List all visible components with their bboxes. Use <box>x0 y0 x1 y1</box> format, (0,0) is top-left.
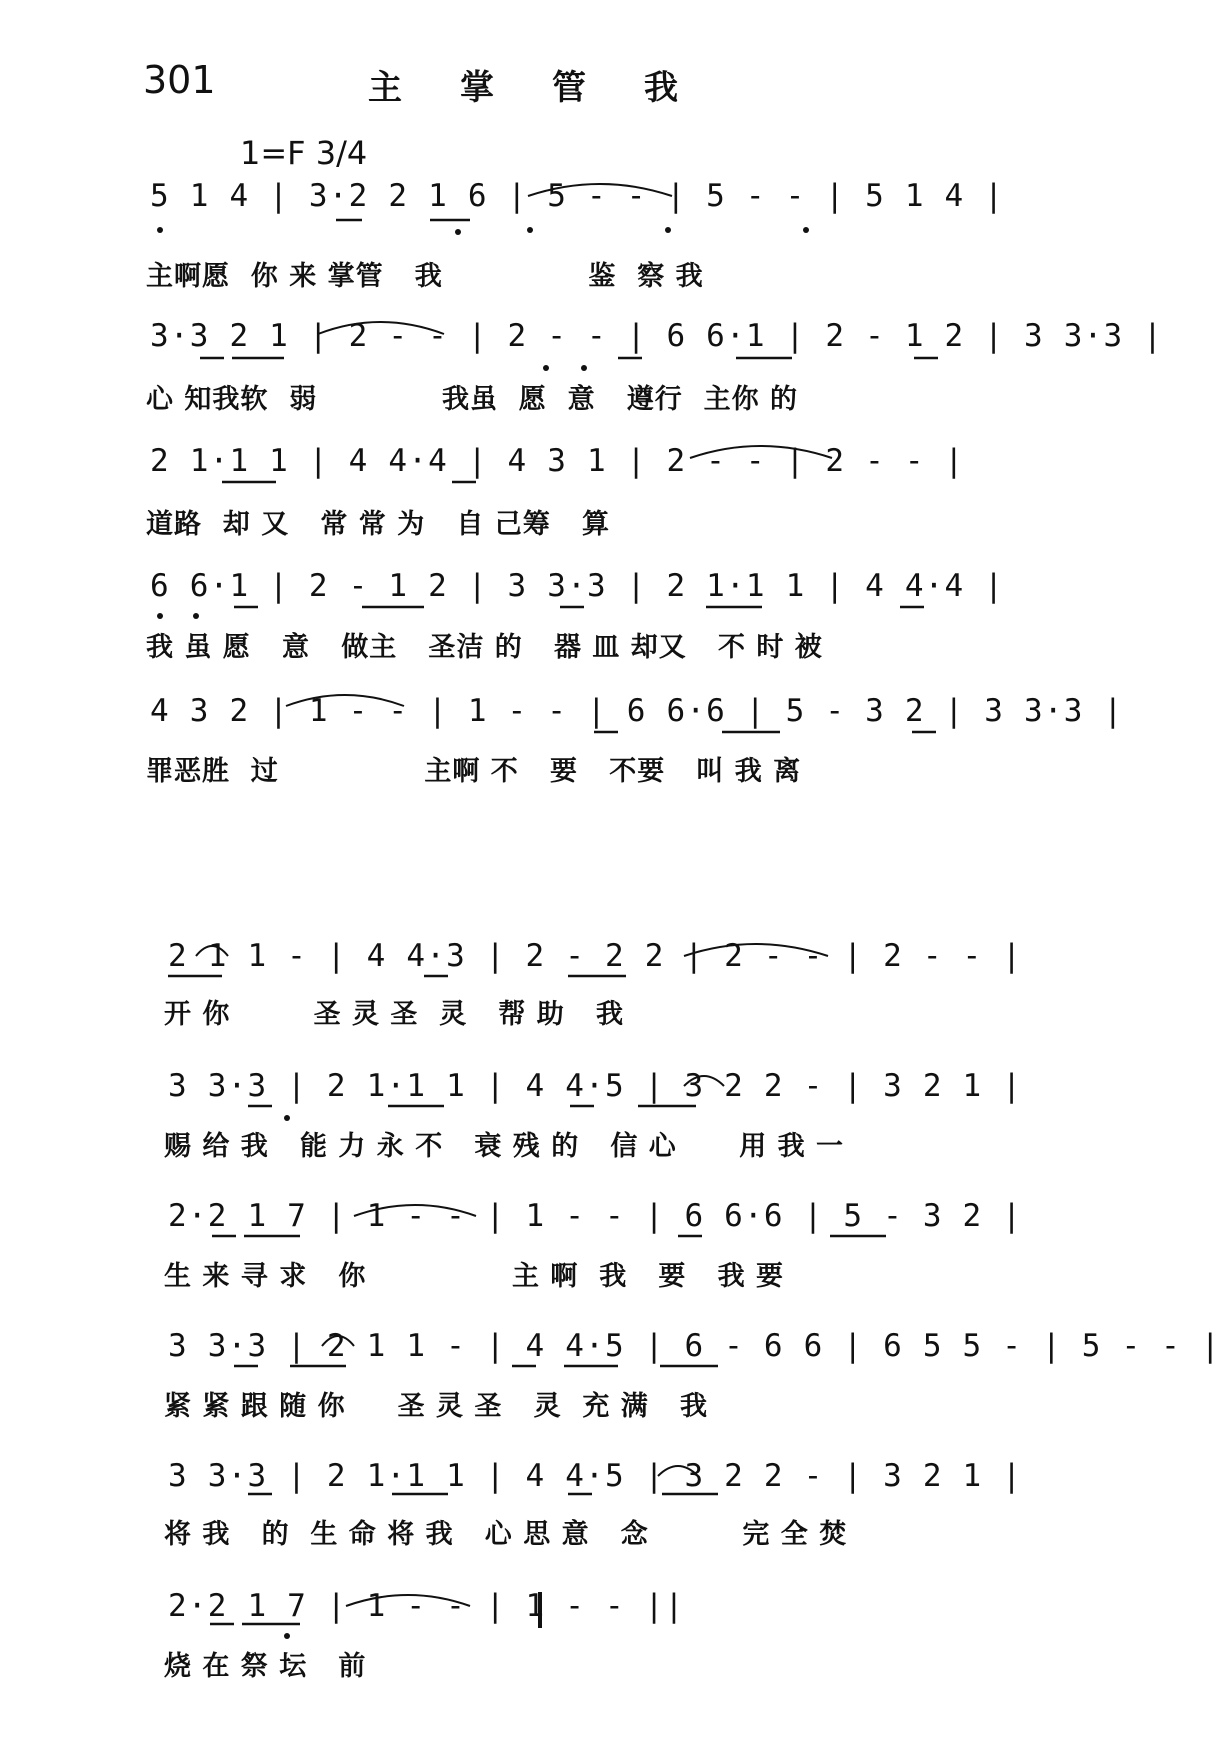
tie-slur <box>346 1595 470 1606</box>
notation-line-8: 2·2 1 7 | 1 - - | 1 - - | 6 6·6 | 5 - 3 2 | <box>168 1198 1023 1234</box>
low-octave-dot <box>284 1115 290 1121</box>
low-octave-dot <box>581 365 587 371</box>
hymn-number: 301 <box>143 58 216 102</box>
tie-slur <box>658 1466 698 1476</box>
notation-line-3: 2 1·1 1 | 4 4·4 | 4 3 1 | 2 - - | 2 - - | <box>150 443 965 479</box>
low-octave-dot <box>665 227 671 233</box>
notation-line-11: 2·2 1 7 | 1 - - | 1 - - || <box>168 1588 685 1624</box>
low-octave-dot <box>527 227 533 233</box>
low-octave-dot <box>455 229 461 235</box>
notation-line-6: 2 1 1 - | 4 4·3 | 2 - 2 2 | 2 - - | 2 - - | <box>168 938 1023 974</box>
tie-slur <box>690 446 832 458</box>
lyrics-line-7: 赐 给 我 能 力 永 不 衰 残 的 信 心 用 我 一 <box>164 1131 844 1162</box>
tie-slur <box>528 184 672 196</box>
low-octave-dot <box>157 613 163 619</box>
lyrics-line-3: 道路 却 又 常 常 为 自 己筹 算 <box>146 509 610 540</box>
low-octave-dot <box>157 227 163 233</box>
lyrics-line-4: 我 虽 愿 意 做主 圣洁 的 器 皿 却又 不 时 被 <box>146 632 823 663</box>
notation-line-7: 3 3·3 | 2 1·1 1 | 4 4·5 | 3 2 2 - | 3 2 1 | <box>168 1068 1023 1104</box>
lyrics-line-8: 生 来 寻 求 你 主 啊 我 要 我 要 <box>164 1261 784 1292</box>
tie-slur <box>684 1076 724 1086</box>
tie-slur <box>286 695 404 706</box>
notation-line-5: 4 3 2 | 1 - - | 1 - - | 6 6·6 | 5 - 3 2 | 3 3·3 | <box>150 693 1124 729</box>
lyrics-line-11: 烧 在 祭 坛 前 <box>164 1651 367 1682</box>
low-octave-dot <box>543 365 549 371</box>
lyrics-line-10: 将 我 的 生 命 将 我 心 思 意 念 完 全 焚 <box>164 1519 848 1550</box>
notation-line-4: 6 6·1 | 2 - 1 2 | 3 3·3 | 2 1·1 1 | 4 4·4 | <box>150 568 1005 604</box>
tie-slur <box>354 1205 476 1216</box>
tie-slur <box>318 322 444 334</box>
low-octave-dot <box>284 1633 290 1639</box>
tie-slur <box>684 944 828 956</box>
notation-line-1: 5 1 4 | 3·2 2 1 6 | 5 - - | 5 - - | 5 1 4 | <box>150 178 1005 214</box>
key-signature: 1=F 3/4 <box>240 134 368 172</box>
notation-line-9: 3 3·3 | 2 1 1 - | 4 4·5 | 6 - 6 6 | 6 5 5 - | 5 - - | <box>168 1328 1221 1364</box>
notation-line-10: 3 3·3 | 2 1·1 1 | 4 4·5 | 3 2 2 - | 3 2 1 | <box>168 1458 1023 1494</box>
hymn-title: 主掌管我 <box>368 68 736 108</box>
notation-line-2: 3·3 2 1 | 2 - - | 2 - - | 6 6·1 | 2 - 1 2 | 3 3·3 | <box>150 318 1164 354</box>
lyrics-line-2: 心 知我软 弱 我虽 愿 意 遵行 主你 的 <box>146 384 798 415</box>
lyrics-line-6: 开 你 圣 灵 圣 灵 帮 助 我 <box>164 999 624 1030</box>
lyrics-line-5: 罪恶胜 过 主啊 不 要 不要 叫 我 离 <box>146 756 802 787</box>
low-octave-dot <box>803 227 809 233</box>
tie-slur <box>322 1336 354 1346</box>
lyrics-line-1: 主啊愿 你 来 掌管 我 鉴 察 我 <box>146 261 704 292</box>
lyrics-line-9: 紧 紧 跟 随 你 圣 灵 圣 灵 充 满 我 <box>164 1391 708 1422</box>
low-octave-dot <box>193 613 199 619</box>
tie-slur <box>196 946 228 956</box>
